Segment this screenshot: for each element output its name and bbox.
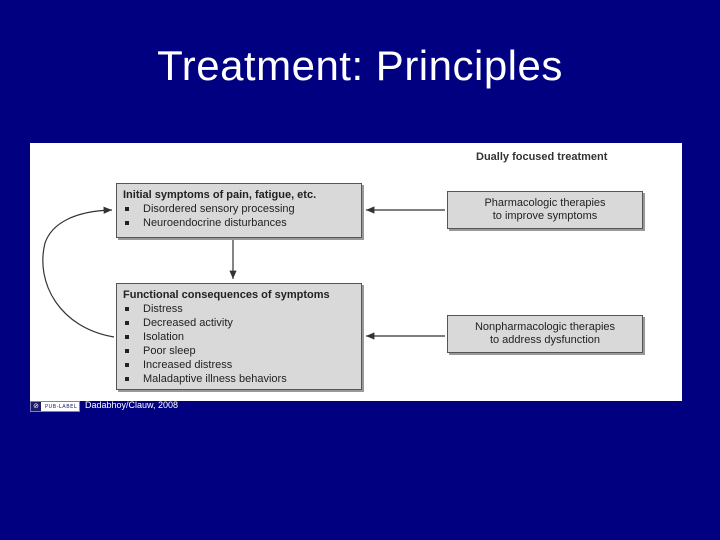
publisher-logo-text: PUB-LABEL	[45, 403, 78, 410]
citation-credit: Dadabhoy/Clauw, 2008	[85, 400, 179, 410]
initial-symptoms-box	[116, 183, 362, 238]
list-item: Neuroendocrine disturbances	[123, 216, 355, 230]
credit-bar	[30, 401, 190, 411]
list-item: Increased distress	[123, 358, 355, 372]
functional-consequences-box	[116, 283, 362, 390]
list-item: Poor sleep	[123, 344, 355, 358]
publisher-logo	[30, 401, 80, 412]
initial-symptoms-title: Initial symptoms of pain, fatigue, etc.	[123, 189, 317, 201]
functional-consequences-title: Functional consequences of symptoms	[123, 289, 330, 301]
slide-title: Treatment: Principles	[157, 42, 563, 89]
list-item: Disordered sensory processing	[123, 202, 355, 216]
arrow-feedback-loop	[43, 210, 114, 337]
logo-mark-icon: ⊘	[31, 402, 41, 411]
nonpharmacologic-line-1: Nonpharmacologic therapies	[474, 321, 616, 333]
list-item: Distress	[123, 302, 355, 316]
list-item: Decreased activity	[123, 316, 355, 330]
initial-symptoms-list	[123, 202, 355, 230]
list-item: Isolation	[123, 330, 355, 344]
nonpharmacologic-therapies-box	[447, 315, 643, 353]
diagram-figure	[30, 143, 682, 401]
figure-header: Dually focused treatment	[476, 151, 608, 163]
nonpharmacologic-line-2: to address dysfunction	[489, 334, 601, 346]
functional-consequences-list	[123, 302, 355, 386]
pharmacologic-line-1: Pharmacologic therapies	[484, 197, 606, 209]
pharmacologic-line-2: to improve symptoms	[492, 210, 598, 222]
pharmacologic-therapies-box	[447, 191, 643, 229]
list-item: Maladaptive illness behaviors	[123, 372, 355, 386]
